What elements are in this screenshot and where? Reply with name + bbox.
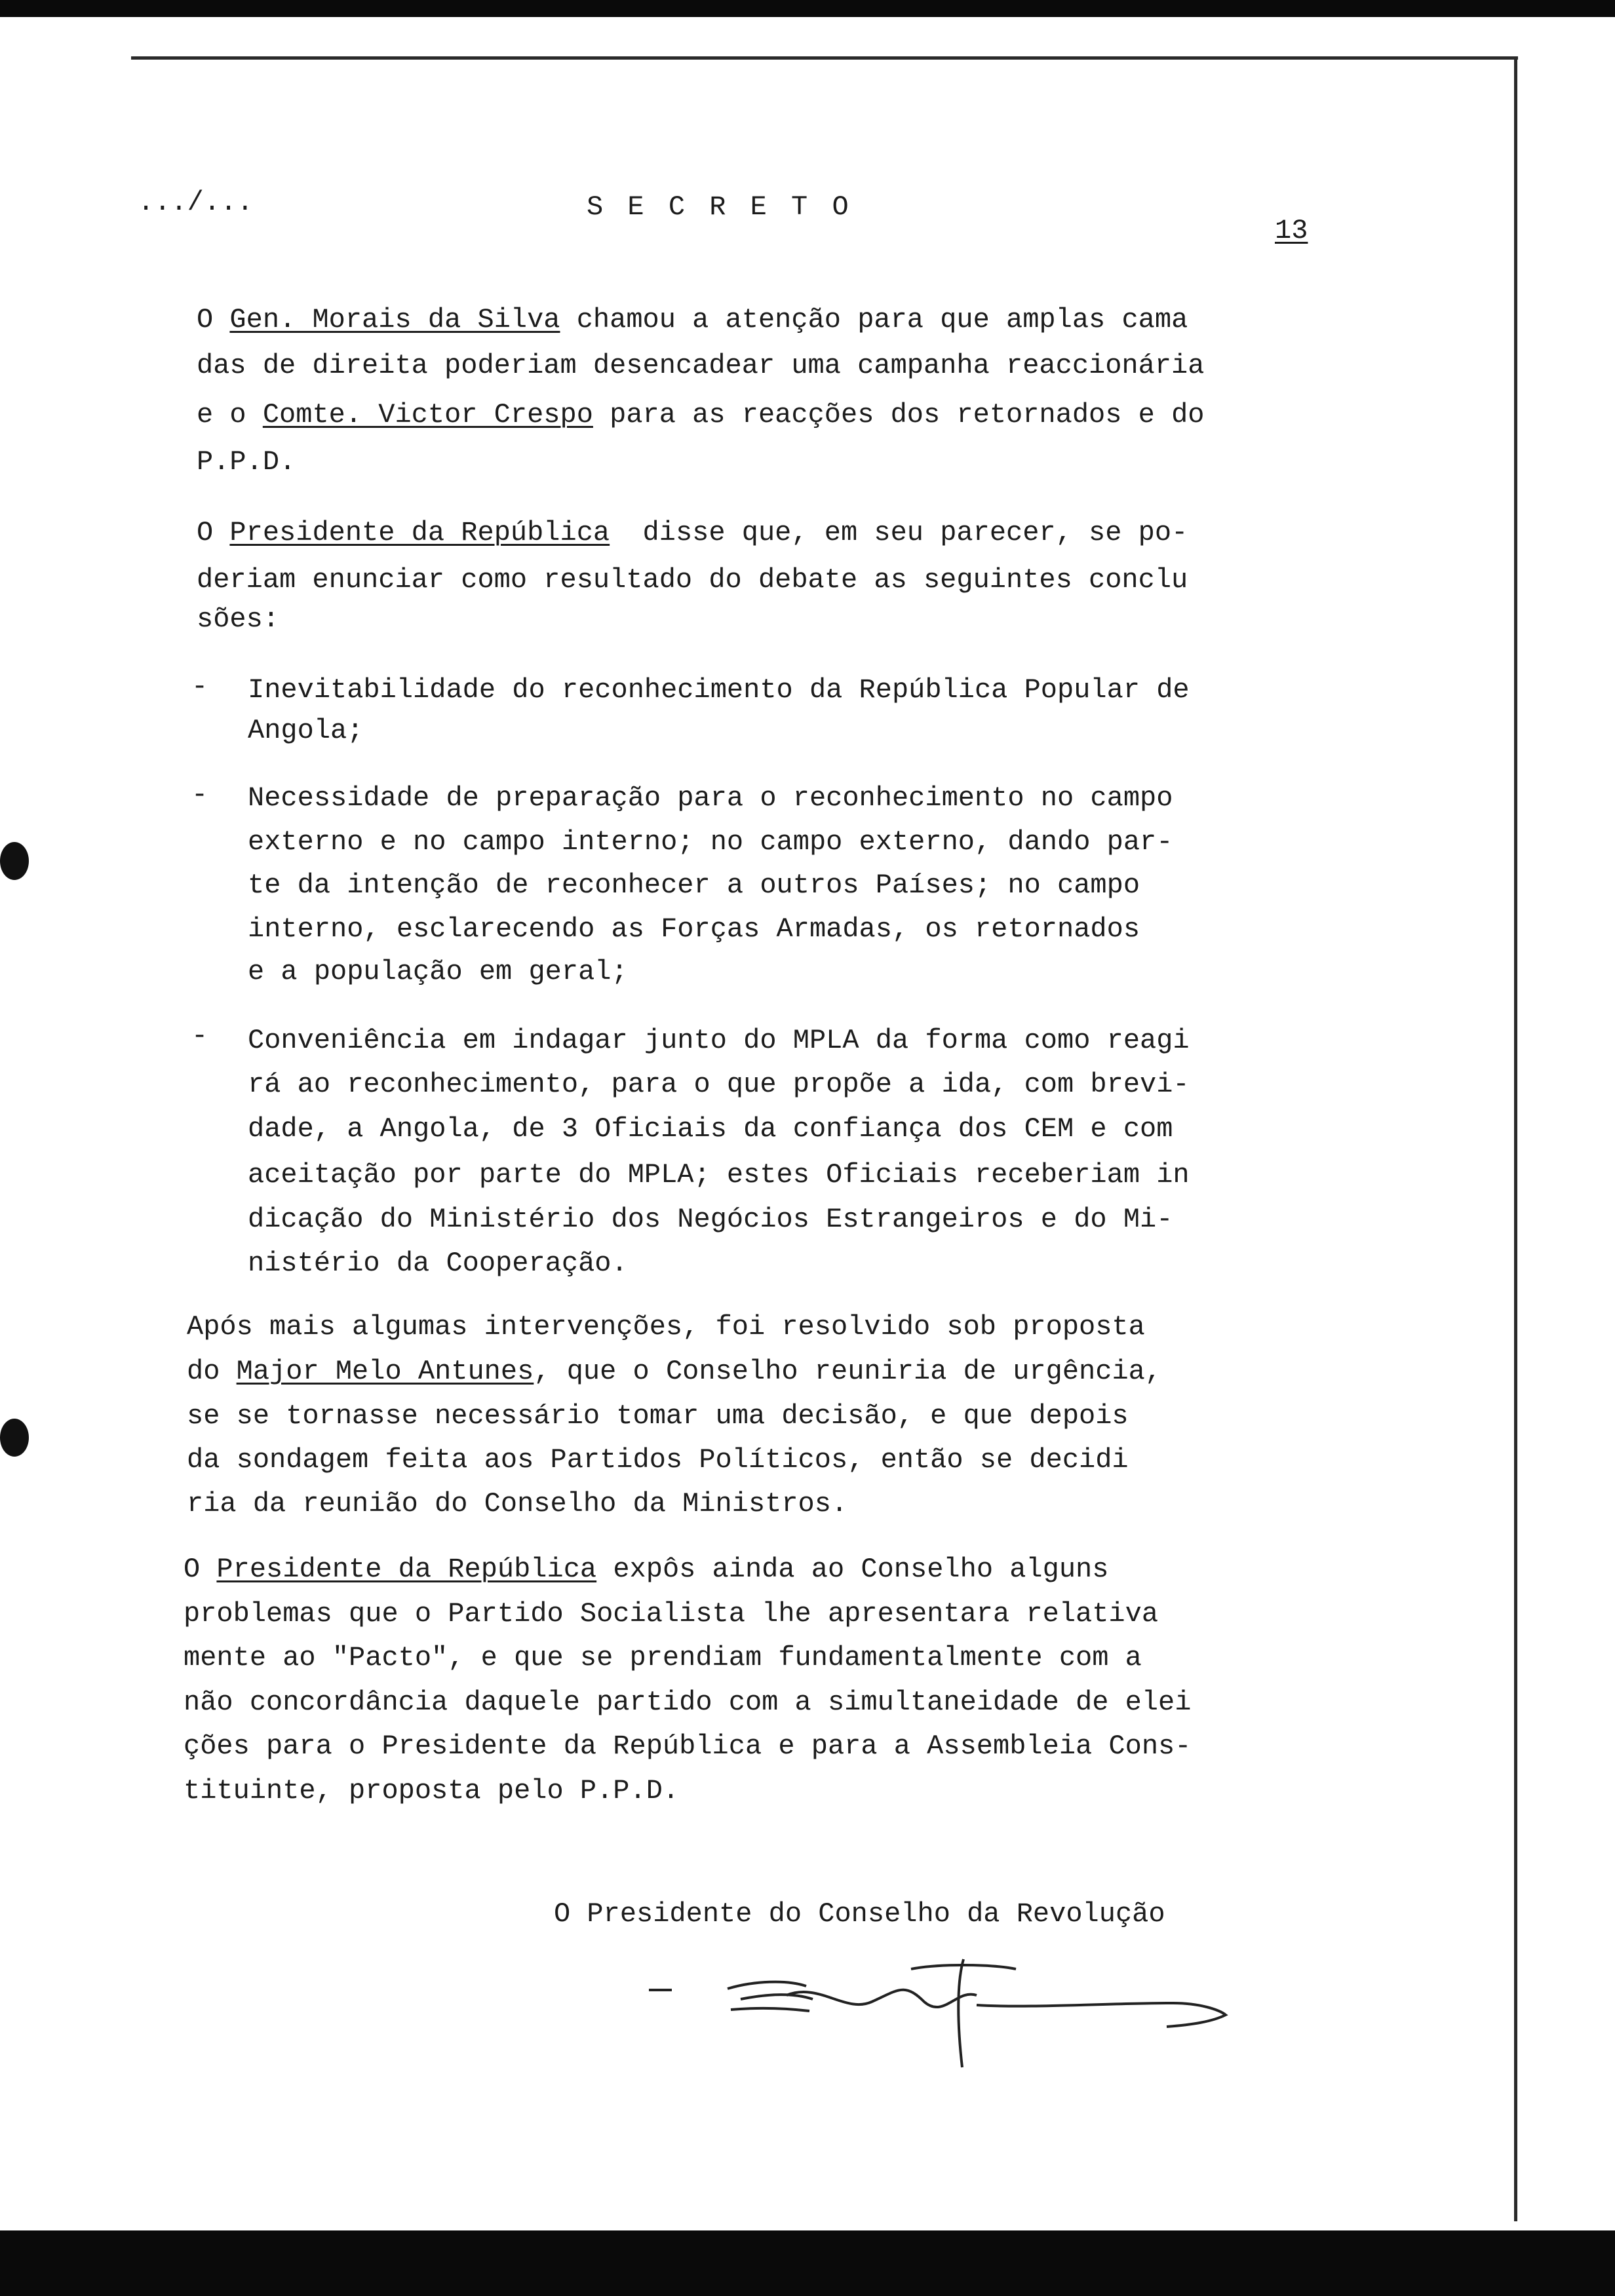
bullet-line: te da intenção de reconhecer a outros Países; no campo xyxy=(248,870,1140,901)
bullet-line: Conveniência em indagar junto do MPLA da forma como reagi xyxy=(248,1025,1190,1056)
bullet-dash: - xyxy=(191,671,208,702)
paragraph-line: O Presidente da República disse que, em seu parecer, se po- xyxy=(197,517,1188,548)
paragraph-line: das de direita poderiam desencadear uma campanha reaccionária xyxy=(197,350,1205,381)
name-presidente-da-republica: Presidente da República xyxy=(229,517,610,548)
handwritten-signature xyxy=(649,1956,1239,2080)
punch-hole-lower xyxy=(0,1419,29,1457)
paragraph-line: P.P.D. xyxy=(197,446,296,478)
paragraph-line: mente ao "Pacto", e que se prendiam fundamentalmente com a xyxy=(184,1642,1142,1674)
paragraph-line: do Major Melo Antunes, que o Conselho reuniria de urgência, xyxy=(187,1356,1162,1387)
paragraph-line: da sondagem feita aos Partidos Políticos, então se decidi xyxy=(187,1444,1129,1476)
scan-bottom-edge xyxy=(0,2230,1615,2296)
bullet-line: e a população em geral; xyxy=(248,956,628,987)
paragraph-line: deriam enunciar como resultado do debate as seguintes conclu xyxy=(197,564,1188,596)
paragraph-line: sões: xyxy=(197,603,280,635)
scan-top-edge xyxy=(0,0,1615,17)
paragraph-line: O Presidente da República expôs ainda ao Conselho alguns xyxy=(184,1554,1109,1585)
punch-hole-upper xyxy=(0,842,29,880)
name-gen-morais-da-silva: Gen. Morais da Silva xyxy=(229,304,560,335)
bullet-line: nistério da Cooperação. xyxy=(248,1248,628,1279)
page-border-right xyxy=(1514,59,1517,2221)
paragraph-line: O Gen. Morais da Silva chamou a atenção para que amplas cama xyxy=(197,304,1188,335)
page-number: 13 xyxy=(1275,215,1308,246)
classification-label: S E C R E T O xyxy=(587,191,853,223)
paragraph-line: problemas que o Partido Socialista lhe apresentara relativa xyxy=(184,1598,1159,1630)
bullet-dash: - xyxy=(191,779,208,811)
bullet-dash: - xyxy=(191,1020,208,1052)
paragraph-line: Após mais algumas intervenções, foi resolvido sob proposta xyxy=(187,1311,1145,1343)
name-major-melo-antunes: Major Melo Antunes xyxy=(236,1356,534,1387)
paragraph-line: se se tornasse necessário tomar uma decisão, e que depois xyxy=(187,1400,1129,1432)
continuation-marker: .../... xyxy=(138,187,254,218)
paragraph-line: e o Comte. Victor Crespo para as reacções dos retornados e do xyxy=(197,399,1205,430)
name-comte-victor-crespo: Comte. Victor Crespo xyxy=(262,399,593,430)
bullet-line: interno, esclarecendo as Forças Armadas, os retornados xyxy=(248,913,1140,945)
bullet-line: aceitação por parte do MPLA; estes Oficiais receberiam in xyxy=(248,1159,1190,1191)
bullet-line: Necessidade de preparação para o reconhecimento no campo xyxy=(248,782,1173,814)
bullet-line: dade, a Angola, de 3 Oficiais da confiança dos CEM e com xyxy=(248,1113,1173,1145)
bullet-line: Inevitabilidade do reconhecimento da República Popular de xyxy=(248,674,1190,706)
signature-title: O Presidente do Conselho da Revolução xyxy=(554,1898,1165,1930)
page-border-top xyxy=(131,56,1518,60)
bullet-line: Angola; xyxy=(248,715,364,746)
paragraph-line: ria da reunião do Conselho da Ministros. xyxy=(187,1488,848,1520)
paragraph-line: não concordância daquele partido com a simultaneidade de elei xyxy=(184,1687,1192,1718)
bullet-line: rá ao reconhecimento, para o que propõe a ida, com brevi- xyxy=(248,1069,1190,1100)
name-presidente-da-republica: Presidente da República xyxy=(216,1554,597,1585)
bullet-line: externo e no campo interno; no campo externo, dando par- xyxy=(248,826,1173,858)
paragraph-line: ções para o Presidente da República e para a Assembleia Cons- xyxy=(184,1731,1192,1762)
paragraph-line: tituinte, proposta pelo P.P.D. xyxy=(184,1775,680,1807)
bullet-line: dicação do Ministério dos Negócios Estrangeiros e do Mi- xyxy=(248,1204,1173,1235)
